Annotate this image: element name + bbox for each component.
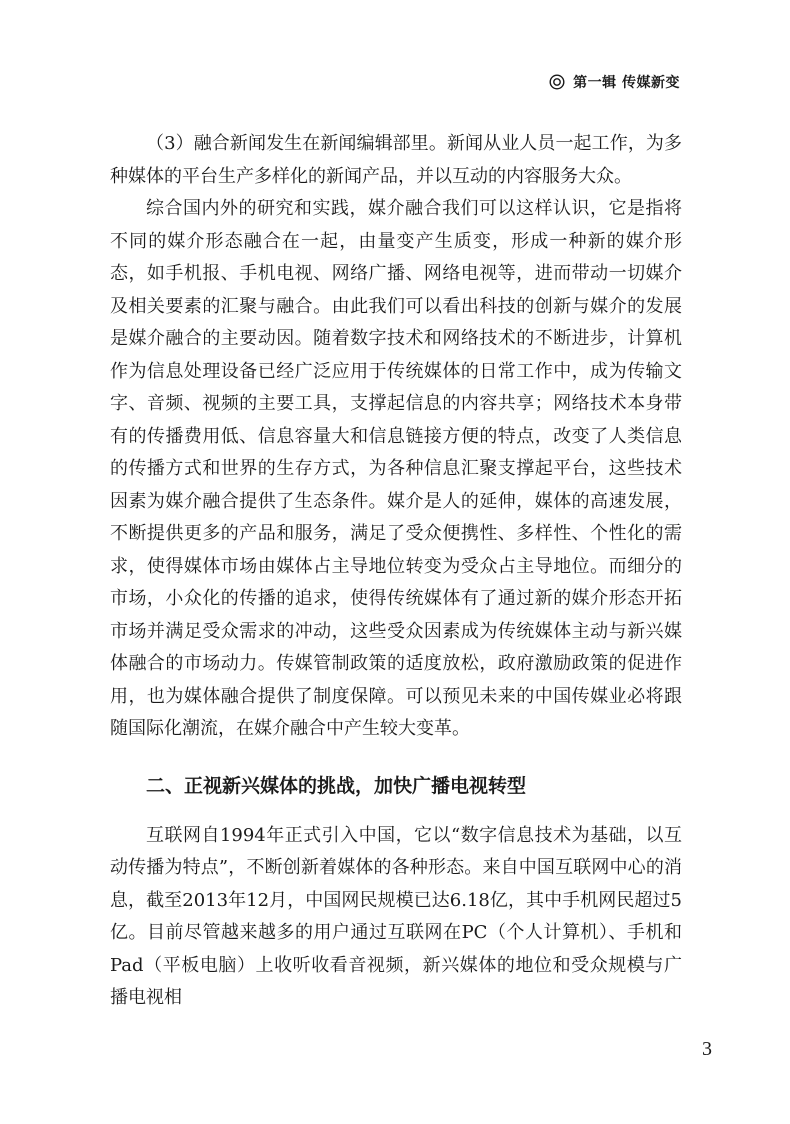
running-header <box>549 72 680 92</box>
page-body <box>110 128 682 1015</box>
section-label: 第一辑 传媒新变 <box>573 75 680 91</box>
paragraph: 综合国内外的研究和实践，媒介融合我们可以这样认识，它是指将不同的媒介形态融合在一起，由量变产生质变，形成一种新的媒介形态，如手机报、手机电视、网络广播、网络电视等，进而带动一切媒介及相关要素的汇聚与融合。由此我们可以看出科技的创新与媒介的发展是媒介融合的主要动因。随着数字技术和网络技术的不断进步，计算机作为信息处理设备已经广泛应用于传统媒体的日常工作中，成为传输文字、音频、视频的主要工具，支撑起信息的内容共享；网络技术本身带有的传播费用低、信息容量大和信息链接方便的特点，改变了人类信息的传播方式和世界的生存方式，为各种信息汇聚支撑起平台，这些技术因素为媒介融合提供了生态条件。媒介是人的延伸，媒体的高速发展，不断提供更多的产品和服务，满足了受众便携性、多样性、个性化的需求，使得媒体市场由媒体占主导地位转变为受众占主导地位。而细分的市场，小众化的传播的追求，使得传统媒体有了通过新的媒介形态开拓市场并满足受众需求的冲动，这些受众因素成为传统媒体主动与新兴媒体融合的市场动力。传媒管制政策的适度放松，政府激励政策的促进作用，也为媒体融合提供了制度保障。可以预见未来的中国传媒业必将跟随国际化潮流，在媒介融合中产生较大变革。 <box>110 198 682 739</box>
paragraph: （3）融合新闻发生在新闻编辑部里。新闻从业人员一起工作，为多种媒体的平台生产多样化的新闻产品，并以互动的内容服务大众。 <box>110 133 682 187</box>
section-heading: 二、正视新兴媒体的挑战，加快广播电视转型 <box>146 774 527 797</box>
page-number: 3 <box>702 1038 712 1060</box>
double-circle-icon <box>549 74 565 90</box>
paragraph: 互联网自1994年正式引入中国，它以“数字信息技术为基础，以互动传播为特点”，不断创新着媒体的各种形态。来自中国互联网中心的消息，截至2013年12月，中国网民规模已达6.18亿，其中手机网民超过5亿。目前尽管越来越多的用户通过互联网在PC（个人计算机）、手机和Pad（平板电脑）上收听收看音视频，新兴媒体的地位和受众规模与广播电视相 <box>110 824 682 1008</box>
